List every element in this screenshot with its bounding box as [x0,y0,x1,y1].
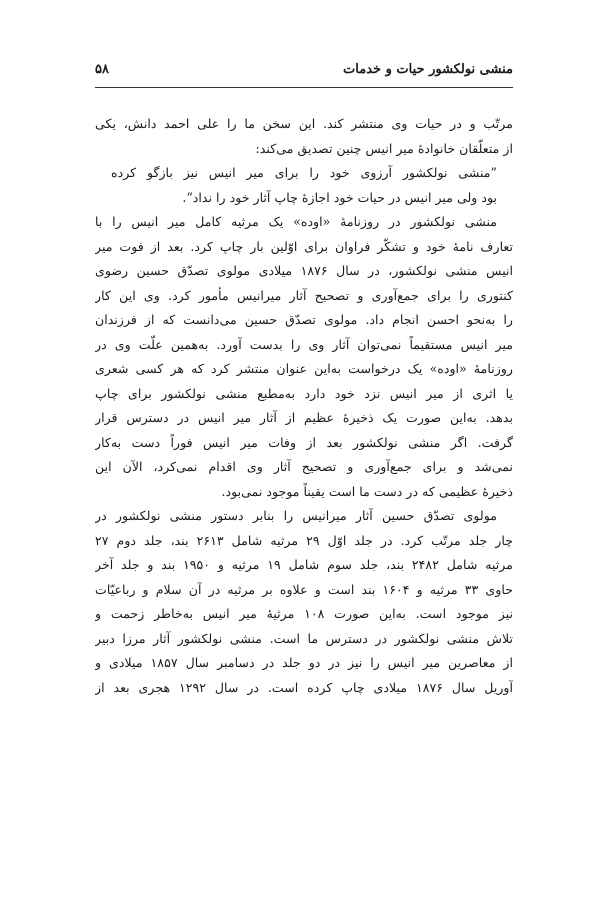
page-number: ۵۸ [95,62,109,77]
text-line: مولوی تصدّق حسین آثار میرانیس را بنابر دستور منشی نولکشور در [95,508,497,523]
text-line: از متعلّقان خانوادهٔ میر انیس چنین تصدیق می‌کند: [255,140,513,156]
text-line: تلاش منشی نولکشور در دسترس ما است. منشی نولکشور آثار مرزا دبیر [95,630,513,646]
text-line: تعارف نامهٔ خود و تشکّر فراوان برای اوّلین بار چاپ کرد. بعد از فوت میر [95,238,513,254]
text-line: نیز موجود است. به‌این صورت ۱۰۸ مرثیهٔ میر انیس به‌خاطر زحمت و [95,606,513,621]
running-header [95,62,513,84]
body-text [95,112,513,700]
text-line: کنتوری را برای جمع‌آوری و تصحیح آثار میرانیس مأمور کرد. وی این کار [95,287,513,303]
text-line: مرثیه شامل ۲۴۸۲ بند، جلد سوم شامل ۱۹ مرثیه و ۱۹۵۰ بند و جلد آخر [95,557,513,572]
text-line: را به‌نحو احسن انجام داد. مولوی تصدّق حسین می‌دانست که از فرزندان [95,312,513,327]
text-line: روزنامهٔ «اوده» یک درخواست به‌این عنوان منتشر کرد که هر کسی شعری [95,361,513,376]
text-line: ”منشی نولکشور آرزوی خود را برای میر انیس نیز بازگو کرده [111,165,497,180]
text-line: بدهد. به‌این صورت یک ذخیرهٔ عظیم از آثار میر انیس در دسترس قرار [95,410,513,425]
text-line: مرتّب و در حیات وی منتشر کند. این سخن ما را علی احمد دانش، یکی [95,116,513,131]
text-line: بود ولی میر انیس در حیات خود اجازهٔ چاپ آثار خود را نداد“. [182,189,497,205]
text-line: حاوی ۳۳ مرثیه و ۱۶۰۴ بند است و علاوه بر مرثیه در آن سلام و رباعیّات [95,581,513,597]
text-line: گرفت. اگر منشی نولکشور بعد از وفات میر انیس فوراً دست به‌کار [95,434,513,450]
text-line: یا اثری از میر انیس نزد خود دارد به‌مطبع منشی نولکشور برای چاپ [95,385,513,401]
header-divider [95,87,513,88]
text-line: از معاصرین میر انیس را نیز در دو جلد در دسامبر سال ۱۸۵۷ میلادی و [95,655,513,670]
text-line: انیس منشی نولکشور، در سال ۱۸۷۶ میلادی مولوی تصدّق حسین رضوی [95,263,513,278]
text-line: ذخیرهٔ عظیمی که در دست ما است یقیناً موجود نمی‌بود. [221,483,513,499]
text-line: آوریل سال ۱۸۷۶ میلادی چاپ کرده است. در سال ۱۲۹۲ هجری بعد از [95,679,513,695]
running-header-title: منشی نولکشور حیات و خدمات [343,62,513,77]
text-line: میر انیس مستقیماً نمی‌توان آثار وی را بدست آورد. به‌همین علّت وی در [95,336,513,352]
text-line: منشی نولکشور در روزنامهٔ «اوده» یک مرثیه کامل میر انیس را با [95,214,497,229]
text-line: نمی‌شد و برای جمع‌آوری و تصحیح آثار وی اقدام نمی‌کرد، الآن این [95,459,513,474]
text-line: چار جلد مرتّب کرد. در جلد اوّل ۲۹ مرثیه شامل ۲۶۱۳ بند، جلد دوم ۲۷ [95,532,513,548]
